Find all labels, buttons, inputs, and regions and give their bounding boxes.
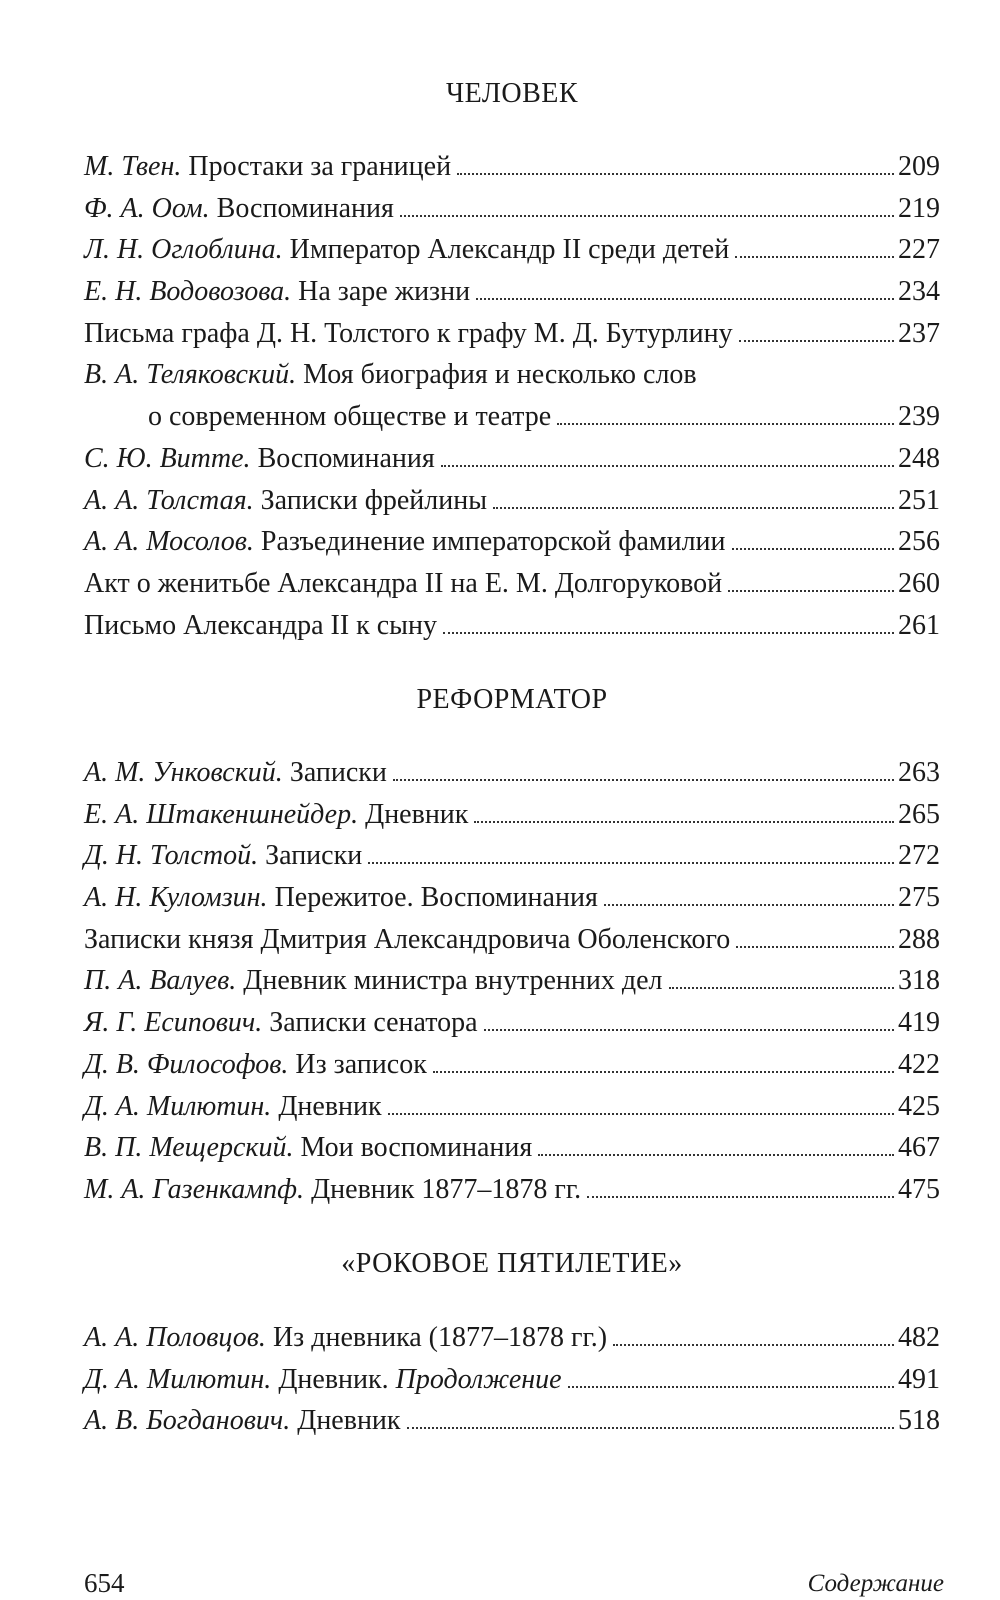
entry-title: Дневник министра внутренних дел: [243, 965, 663, 997]
entry-page-number: 272: [898, 840, 940, 872]
entry-title-italic: Продолжение: [395, 1363, 562, 1395]
entry-title: Записки: [265, 840, 363, 872]
dot-leader: [433, 1070, 894, 1073]
dot-leader: [613, 1343, 894, 1346]
entry-author: А. А. Толстая.: [84, 484, 254, 516]
dot-leader: [728, 589, 894, 592]
toc-entry[interactable]: [84, 438, 940, 480]
entry-author: В. П. Мещерский.: [84, 1132, 294, 1164]
entry-author: Е. Н. Водовозова.: [84, 276, 292, 308]
entry-author: Д. А. Милютин.: [84, 1090, 272, 1122]
entry-title: Моя биография и несколько слов: [303, 359, 697, 391]
toc-entry[interactable]: [84, 1127, 940, 1169]
entry-title: Записки фрейлины: [260, 484, 488, 516]
entry-page-number: 475: [898, 1173, 940, 1205]
dot-leader: [484, 1028, 894, 1031]
entry-title: Из дневника (1877–1878 гг.): [272, 1322, 608, 1353]
toc-entry[interactable]: [84, 188, 940, 230]
entry-title: Дневник.: [278, 1363, 389, 1395]
entry-title: Простаки за границей: [188, 151, 452, 182]
entry-page-number: 425: [898, 1090, 940, 1122]
entry-page-number: 239: [898, 401, 940, 433]
dot-leader: [441, 464, 894, 467]
toc-entry[interactable]: [84, 313, 940, 355]
entry-title: Записки князя Дмитрия Александровича Оболенского: [84, 923, 731, 955]
dot-leader: [400, 214, 894, 217]
dot-leader: [669, 986, 894, 989]
dot-leader: [476, 297, 894, 300]
entry-page-number: 237: [898, 317, 940, 349]
entry-page-number: 227: [898, 234, 940, 266]
entry-author: В. А. Теляковский.: [84, 359, 297, 391]
entry-title: Разъединение императорской фамилии: [260, 526, 726, 558]
toc-entry[interactable]: [84, 877, 940, 919]
toc-entry[interactable]: [84, 1359, 940, 1401]
entry-author: А. М. Унковский.: [84, 757, 283, 788]
dot-leader: [393, 778, 894, 781]
entry-title: Дневник: [297, 1405, 401, 1437]
entry-page-number: 209: [898, 151, 940, 182]
entry-page-number: 261: [898, 609, 940, 641]
entry-author: Д. Н. Толстой.: [84, 840, 259, 872]
entry-title: Император Александр II среди детей: [289, 234, 730, 266]
dot-leader: [557, 422, 894, 425]
entry-author: Л. Н. Оглоблина.: [84, 234, 283, 266]
dot-leader: [736, 945, 894, 948]
entry-page-number: 482: [898, 1322, 940, 1353]
table-of-contents-page: [84, 0, 940, 1600]
section-title-rokovoe-pyatiletie: «РОКОВОЕ ПЯТИЛЕТИЕ»: [341, 1248, 683, 1279]
section-entries-reformator: [84, 752, 940, 1211]
toc-entry[interactable]: [84, 480, 940, 522]
dot-leader: [538, 1153, 894, 1156]
entry-author: А. А. Мосолов.: [84, 526, 254, 558]
entry-title: Из записок: [295, 1048, 427, 1080]
entry-author: Ф. А. Оом.: [84, 192, 210, 224]
toc-entry[interactable]: [84, 521, 940, 563]
entry-title: На заре жизни: [298, 276, 471, 308]
entry-page-number: 219: [898, 192, 940, 224]
dot-leader: [443, 631, 894, 634]
dot-leader: [407, 1426, 894, 1429]
entry-page-number: 318: [898, 965, 940, 997]
toc-entry[interactable]: [84, 752, 940, 794]
toc-entry[interactable]: [84, 146, 940, 188]
toc-entry[interactable]: [84, 835, 940, 877]
entry-title: Письмо Александра II к сыну: [84, 609, 437, 641]
dot-leader: [474, 820, 894, 823]
entry-author: Е. А. Штакеншнейдер.: [84, 798, 359, 830]
section-entries-chelovek: [84, 146, 940, 646]
section-title-chelovek: ЧЕЛОВЕК: [445, 78, 579, 109]
entry-page-number: 518: [898, 1405, 940, 1437]
entry-title: Пережитое. Воспоминания: [274, 882, 598, 914]
dot-leader: [604, 903, 894, 906]
entry-page-number: 275: [898, 882, 940, 914]
toc-entry[interactable]: [84, 1169, 940, 1211]
entry-author: М. Твен.: [84, 151, 182, 182]
entry-author: М. А. Газенкампф.: [84, 1173, 305, 1205]
entry-title: Записки: [289, 757, 387, 788]
entry-page-number: 251: [898, 484, 940, 516]
entry-author: А. В. Богданович.: [84, 1405, 291, 1437]
dot-leader: [732, 547, 894, 550]
entry-title: Акт о женитьбе Александра II на Е. М. Долгоруковой: [84, 567, 723, 599]
dot-leader: [568, 1385, 894, 1388]
entry-page-number: 419: [898, 1007, 940, 1039]
entry-page-number: 248: [898, 442, 940, 474]
running-footer-section: Содержание: [807, 1570, 944, 1597]
section-entries-rokovoe-pyatiletie: [84, 1317, 940, 1442]
entry-page-number: 263: [898, 757, 940, 788]
dot-leader: [739, 339, 894, 342]
entry-page-number: 422: [898, 1048, 940, 1080]
entry-title-continued: о современном обществе и театре: [148, 401, 552, 433]
entry-author: С. Ю. Витте.: [84, 442, 251, 474]
dot-leader: [368, 861, 894, 864]
entry-page-number: 288: [898, 923, 940, 955]
toc-entry[interactable]: [84, 1086, 940, 1128]
entry-title: Письма графа Д. Н. Толстого к графу М. Д. Бутурлину: [84, 317, 733, 349]
entry-author: А. Н. Куломзин.: [84, 882, 268, 914]
entry-title: Записки сенатора: [269, 1007, 478, 1039]
entry-author: Д. В. Философов.: [84, 1048, 289, 1080]
dot-leader: [457, 172, 894, 175]
toc-entry[interactable]: [84, 605, 940, 647]
entry-author: А. А. Половцов.: [84, 1322, 266, 1353]
entry-page-number: 467: [898, 1132, 940, 1164]
toc-entry[interactable]: [84, 1002, 940, 1044]
entry-page-number: 256: [898, 526, 940, 558]
entry-title: Дневник 1877–1878 гг.: [311, 1173, 582, 1205]
toc-entry[interactable]: [84, 1317, 940, 1359]
entry-title: Дневник: [365, 798, 469, 830]
toc-entry[interactable]: [84, 960, 940, 1002]
dot-leader: [493, 506, 894, 509]
toc-entry[interactable]: [84, 794, 940, 836]
section-title-reformator: РЕФОРМАТОР: [416, 684, 608, 715]
entry-title: Воспоминания: [257, 442, 435, 474]
entry-author: Д. А. Милютин.: [84, 1363, 272, 1395]
toc-entry[interactable]: [84, 1044, 940, 1086]
toc-entry[interactable]: [84, 229, 940, 271]
toc-entry[interactable]: [84, 563, 940, 605]
dot-leader: [388, 1112, 894, 1115]
entry-page-number: 491: [898, 1363, 940, 1395]
toc-entry[interactable]: [84, 1400, 940, 1442]
entry-page-number: 265: [898, 798, 940, 830]
toc-entry[interactable]: [84, 919, 940, 961]
page-number: 654: [84, 1568, 125, 1598]
dot-leader: [587, 1195, 894, 1198]
toc-entry[interactable]: [84, 271, 940, 313]
entry-page-number: 260: [898, 567, 940, 599]
entry-title: Дневник: [278, 1090, 382, 1122]
entry-title: Воспоминания: [216, 192, 394, 224]
entry-author: П. А. Валуев.: [84, 965, 237, 997]
entry-author: Я. Г. Есипович.: [84, 1007, 263, 1039]
dot-leader: [735, 255, 894, 258]
entry-title: Мои воспоминания: [300, 1132, 533, 1164]
toc-entry[interactable]: [84, 354, 940, 437]
entry-page-number: 234: [898, 276, 940, 308]
